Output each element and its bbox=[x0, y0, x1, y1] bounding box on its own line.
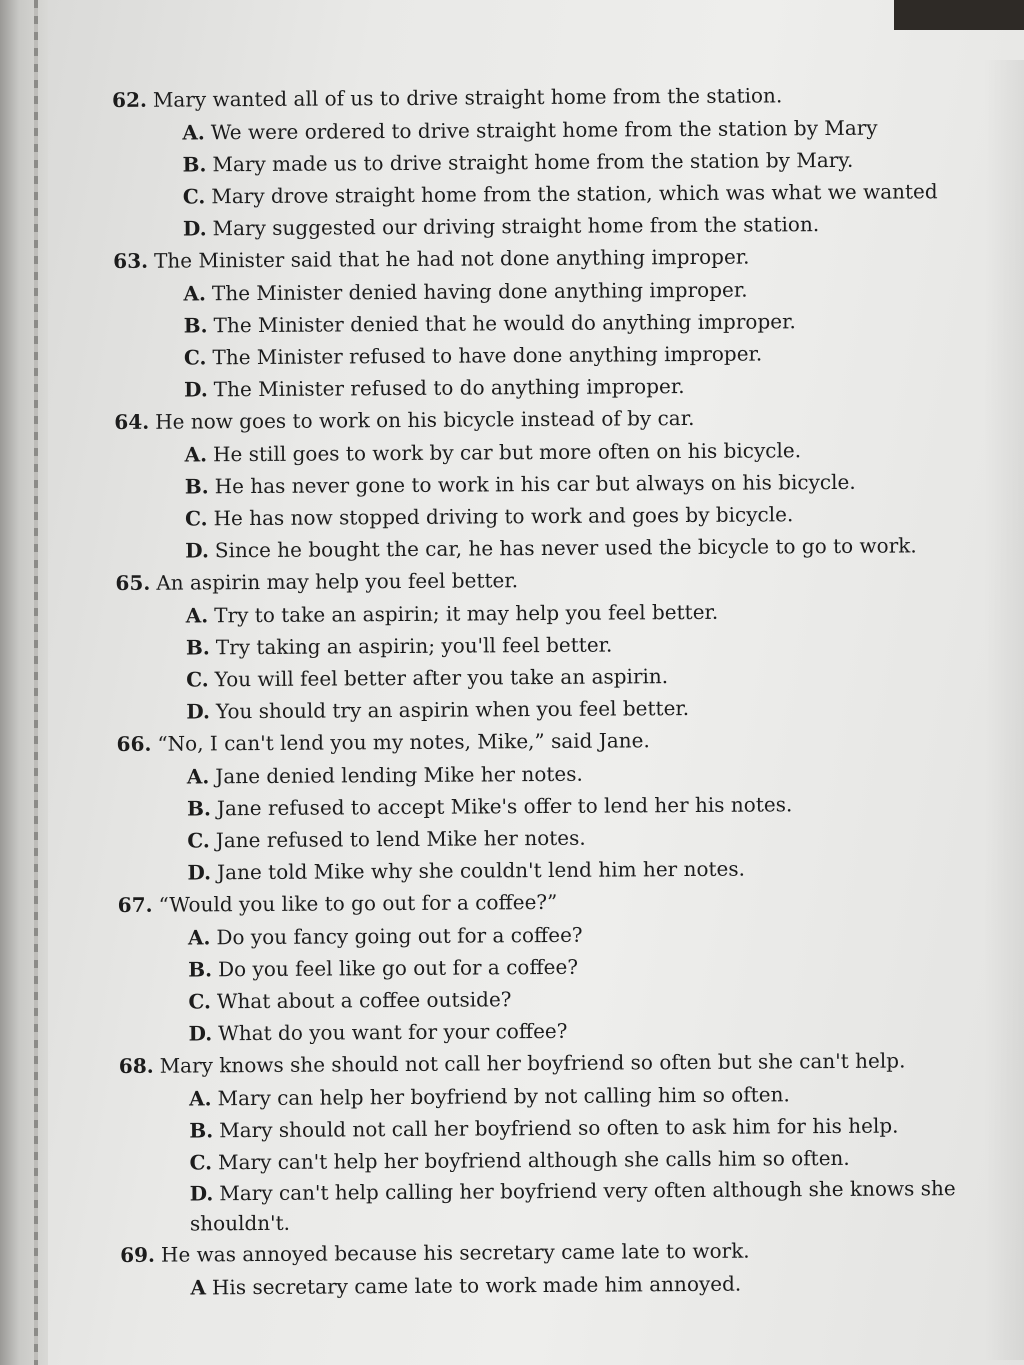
option-text: Jane told Mike why she couldn't lend him her notes. bbox=[217, 856, 746, 885]
option-text: We were ordered to drive straight home from the station by Mary bbox=[210, 115, 878, 145]
option-label: A. bbox=[182, 120, 205, 145]
question-number: 67. bbox=[117, 892, 153, 917]
question-number: 62. bbox=[112, 87, 147, 112]
question-68 bbox=[119, 1044, 1000, 1239]
option-text: Mary can't help calling her boyfriend very often although she knows she shouldn't. bbox=[189, 1176, 956, 1236]
option-text: Since he bought the car, he has never used the bicycle to go to work. bbox=[214, 533, 917, 563]
option-label: D. bbox=[189, 1181, 214, 1206]
option-text: He has never gone to work in his car but always on his bicycle. bbox=[214, 469, 856, 499]
option-label: D. bbox=[182, 216, 207, 241]
question-65 bbox=[115, 561, 996, 728]
question-62 bbox=[112, 78, 993, 245]
option-text: Jane denied lending Mike her notes. bbox=[215, 761, 583, 789]
option-text: Jane refused to accept Mike's offer to lend her his notes. bbox=[216, 792, 793, 821]
option-label: B. bbox=[186, 796, 212, 821]
option-label: B. bbox=[189, 1118, 214, 1143]
option-d bbox=[115, 529, 995, 567]
option-label: B. bbox=[188, 957, 213, 982]
option-text: The Minister denied having done anything improper. bbox=[211, 277, 748, 306]
option-label: D. bbox=[186, 699, 211, 724]
binding-edge bbox=[0, 0, 48, 1365]
option-a bbox=[120, 1266, 1000, 1304]
option-text: Mary can help her boyfriend by not calling him so often. bbox=[217, 1082, 790, 1111]
option-text: What about a coffee outside? bbox=[216, 987, 512, 1014]
question-text: “Would you like to go out for a coffee?” bbox=[158, 889, 558, 917]
question-text: An aspirin may help you feel better. bbox=[156, 568, 519, 595]
question-text: Mary wanted all of us to drive straight home from the station. bbox=[152, 83, 783, 112]
question-text: Mary knows she should not call her boyfriend so often but she can't help. bbox=[159, 1048, 906, 1078]
question-63 bbox=[113, 239, 994, 406]
option-text: What do you want for your coffee? bbox=[218, 1018, 568, 1046]
option-label: D. bbox=[184, 377, 208, 402]
question-list bbox=[112, 78, 1000, 1304]
option-text: Mary should not call her boyfriend so often to ask him for his help. bbox=[219, 1113, 899, 1143]
option-label: C. bbox=[183, 345, 207, 370]
option-label: D. bbox=[188, 1021, 213, 1046]
question-number: 66. bbox=[116, 731, 152, 756]
question-number: 69. bbox=[120, 1242, 156, 1267]
question-stem bbox=[119, 1044, 999, 1083]
option-label: C. bbox=[188, 989, 212, 1014]
option-label: C. bbox=[189, 1150, 213, 1175]
option-b bbox=[119, 1109, 999, 1147]
option-text: Jane refused to lend Mike her notes. bbox=[215, 825, 586, 853]
option-label: B. bbox=[182, 152, 207, 177]
option-text: Try taking an aspirin; you'll feel better. bbox=[215, 632, 613, 660]
question-64 bbox=[114, 400, 995, 567]
option-label: C. bbox=[182, 184, 206, 209]
option-label: A. bbox=[186, 764, 210, 789]
desk-corner bbox=[894, 0, 1024, 30]
option-text: He still goes to work by car but more often on his bicycle. bbox=[212, 438, 802, 467]
question-number: 65. bbox=[115, 570, 151, 595]
question-number: 64. bbox=[114, 409, 150, 434]
question-text: He now goes to work on his bicycle instead of by car. bbox=[155, 405, 695, 434]
option-a bbox=[112, 111, 992, 149]
option-label: C. bbox=[186, 667, 209, 692]
option-label: A. bbox=[184, 442, 208, 467]
option-text: His secretary came late to work made him annoyed. bbox=[211, 1271, 742, 1300]
option-text: Mary made us to drive straight home from the station by Mary. bbox=[212, 147, 854, 177]
option-label: B. bbox=[184, 474, 209, 499]
option-text: Try to take an aspirin; it may help you feel better. bbox=[214, 599, 719, 628]
option-c bbox=[113, 175, 993, 213]
option-text: The Minister denied that he would do anything improper. bbox=[213, 309, 796, 338]
option-label: A. bbox=[185, 603, 209, 628]
option-text: Mary drove straight home from the station, which was what we wanted bbox=[211, 179, 938, 209]
question-67 bbox=[118, 883, 999, 1050]
option-label: B. bbox=[185, 635, 210, 660]
option-label: D. bbox=[187, 860, 212, 885]
question-text: The Minister said that he had not done anything improper. bbox=[153, 244, 750, 273]
option-text: Do you fancy going out for a coffee? bbox=[216, 922, 583, 950]
option-label: B. bbox=[183, 313, 208, 338]
option-label: A. bbox=[189, 1086, 212, 1111]
question-69 bbox=[120, 1233, 1000, 1304]
option-label: A. bbox=[187, 925, 211, 950]
option-label: A bbox=[190, 1275, 207, 1300]
option-text: The Minister refused to have done anything improper. bbox=[212, 341, 763, 370]
option-text: Do you feel like go out for a coffee? bbox=[217, 954, 579, 982]
option-label: C. bbox=[184, 506, 208, 531]
option-text: You should try an aspirin when you feel better. bbox=[215, 695, 690, 724]
option-d bbox=[120, 1173, 1000, 1239]
question-text: He was annoyed because his secretary came late to work. bbox=[160, 1238, 750, 1267]
question-number: 68. bbox=[118, 1053, 154, 1078]
option-text: You will feel better after you take an aspirin. bbox=[214, 664, 669, 692]
question-number: 63. bbox=[113, 248, 149, 273]
question-66 bbox=[116, 722, 997, 889]
option-label: A. bbox=[183, 281, 207, 306]
option-label: C. bbox=[187, 828, 210, 853]
option-text: The Minister refused to do anything improper. bbox=[213, 374, 685, 402]
option-text: Mary suggested our driving straight home from the station. bbox=[212, 212, 820, 241]
question-text: “No, I can't lend you my notes, Mike,” said Jane. bbox=[157, 728, 650, 756]
option-text: Mary can't help her boyfriend although she calls him so often. bbox=[217, 1145, 850, 1175]
option-label: D. bbox=[185, 538, 209, 563]
option-text: He has now stopped driving to work and goes by bicycle. bbox=[213, 502, 794, 531]
